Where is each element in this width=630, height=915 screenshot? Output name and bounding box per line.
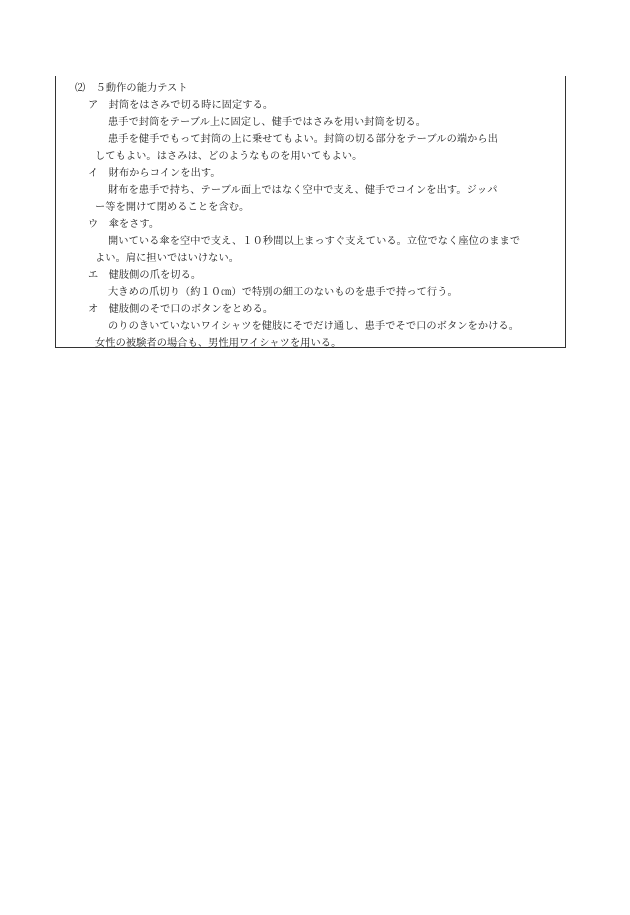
item-a-line-1: 患手で封筒をテーブル上に固定し、健手ではさみを用い封筒を切る。 — [108, 117, 426, 128]
item-o-line-1: のりのきいていないワイシャツを健肢にそでだけ通し、患手でそで口のボタンをかける。 — [108, 321, 519, 332]
item-title-a: ア 封筒をはさみで切る時に固定する。 — [88, 100, 274, 111]
item-title-e: エ 健肢側の爪を切る。 — [88, 270, 202, 281]
item-u-line-2: よい。肩に担いではいけない。 — [95, 253, 240, 264]
item-title-i: イ 財布からコインを出す。 — [88, 168, 221, 179]
item-a-line-3: してもよい。はさみは、どのようなものを用いてもよい。 — [95, 151, 363, 162]
item-o-line-2: 女性の被験者の場合も、男性用ワイシャツを用いる。 — [95, 338, 342, 349]
item-i-line-1: 財布を患手で持ち、テーブル面上ではなく空中で支え、健手でコインを出す。ジッパ — [108, 185, 498, 196]
item-title-o: オ 健肢側のそで口のボタンをとめる。 — [88, 304, 274, 315]
item-i-line-2: ー等を開けて閉めることを含む。 — [95, 202, 250, 213]
section-heading: ⑵ ５動作の能力テスト — [75, 83, 188, 94]
item-u-line-1: 開いている傘を空中で支え、１０秒間以上まっすぐ支えている。立位でなく座位のままで — [108, 236, 521, 247]
item-e-line-1: 大きめの爪切り（約１０㎝）で特別の細工のないものを患手で持って行う。 — [108, 287, 458, 298]
item-title-u: ウ 傘をさす。 — [88, 219, 160, 230]
item-a-line-2: 患手を健手でもって封筒の上に乗せてもよい。封筒の切る部分をテーブルの端から出 — [108, 134, 499, 145]
